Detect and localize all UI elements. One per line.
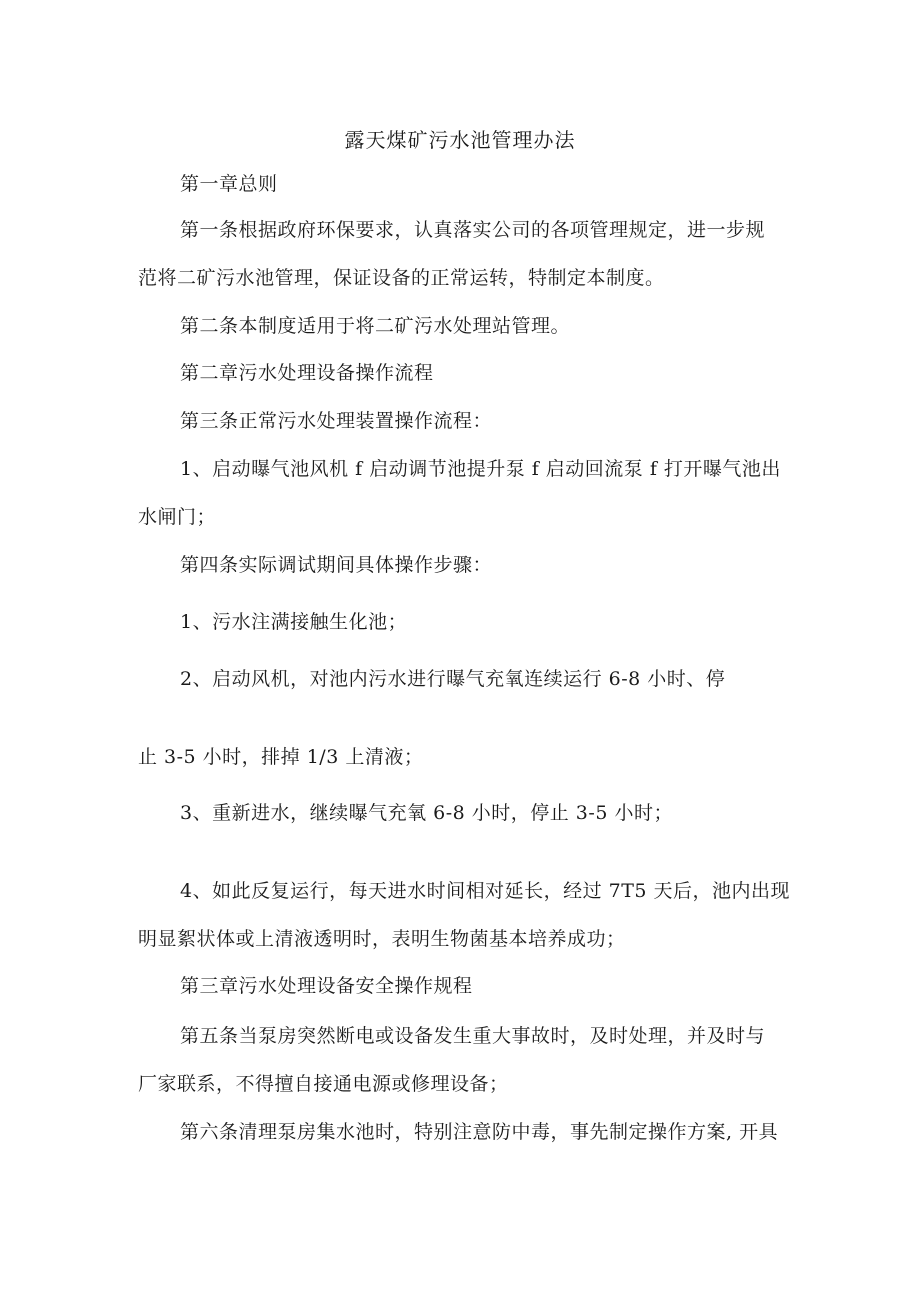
article-5-line-1: 第五条当泵房突然断电或设备发生重大事故时，及时处理，并及时与	[180, 1025, 766, 1047]
article-4-step-4-line-2: 明显絮状体或上清液透明时，表明生物菌基本培养成功；	[138, 928, 626, 950]
chapter-2-heading: 第二章污水处理设备操作流程	[180, 362, 434, 384]
article-3: 第三条正常污水处理装置操作流程：	[180, 410, 493, 432]
chapter-1-heading: 第一章总则	[180, 173, 278, 195]
article-3-step-1-line-2: 水闸门；	[138, 506, 217, 528]
article-3-step-1-line-1: 1、启动曝气池风机 f 启动调节池提升泵 f 启动回流泵 f 打开曝气池出	[180, 458, 781, 480]
article-4: 第四条实际调试期间具体操作步骤：	[180, 554, 493, 576]
article-4-step-2-line-2: 止 3-5 小时，排掉 1/3 上清液；	[138, 746, 424, 768]
article-4-step-1: 1、污水注满接触生化池；	[180, 611, 408, 633]
chapter-3-heading: 第三章污水处理设备安全操作规程	[180, 975, 473, 997]
document-title: 露天煤矿污水池管理办法	[344, 128, 576, 152]
article-2: 第二条本制度适用于将二矿污水处理站管理。	[180, 315, 571, 337]
article-4-step-4-line-1: 4、如此反复运行，每天进水时间相对延长，经过 7T5 天后，池内出现	[180, 880, 791, 902]
article-4-step-3: 3、重新进水，继续曝气充氧 6-8 小时，停止 3-5 小时；	[180, 802, 673, 824]
article-1-line-2: 范将二矿污水池管理，保证设备的正常运转，特制定本制度。	[138, 267, 665, 289]
article-1-line-1: 第一条根据政府环保要求，认真落实公司的各项管理规定，进一步规	[180, 219, 766, 241]
article-6-line-1: 第六条清理泵房集水池时，特别注意防中毒，事先制定操作方案, 开具	[180, 1121, 779, 1143]
article-5-line-2: 厂家联系，不得擅自接通电源或修理设备；	[138, 1073, 509, 1095]
article-4-step-2-line-1: 2、启动风机，对池内污水进行曝气充氧连续运行 6-8 小时、停	[180, 668, 726, 690]
